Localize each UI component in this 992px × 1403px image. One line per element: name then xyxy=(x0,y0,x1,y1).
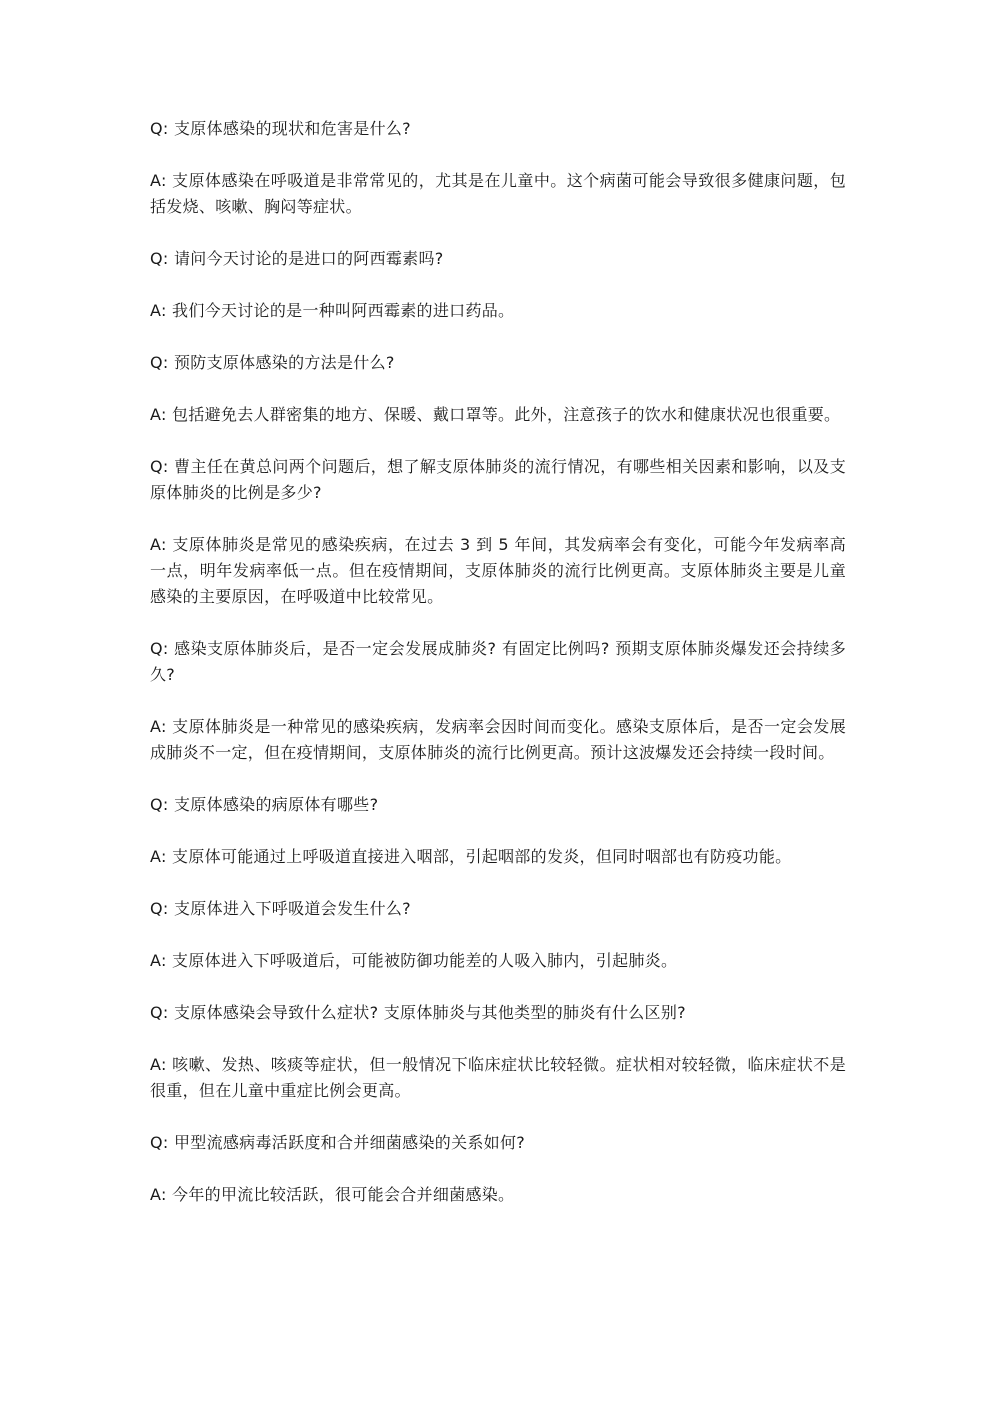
answer-5: A: 支原体肺炎是一种常见的感染疾病，发病率会因时间而变化。感染支原体后，是否一定会发展成肺炎不一定，但在疫情期间，支原体肺炎的流行比例更高。预计这波爆发还会持续一段时间。 xyxy=(150,717,846,762)
answer-4: A: 支原体肺炎是常见的感染疾病，在过去 3 到 5 年间，其发病率会有变化，可能今年发病率高一点，明年发病率低一点。但在疫情期间，支原体肺炎的流行比例更高。支原体肺炎主要是儿童感染的主要原因，在呼吸道中比较常见。 xyxy=(150,535,846,606)
answer-7: A: 支原体进入下呼吸道后，可能被防御功能差的人吸入肺内，引起肺炎。 xyxy=(150,951,678,970)
answer-8: A: 咳嗽、发热、咳痰等症状，但一般情况下临床症状比较轻微。症状相对较轻微，临床症状不是很重，但在儿童中重症比例会更高。 xyxy=(150,1055,846,1100)
question-4: Q: 曹主任在黄总问两个问题后，想了解支原体肺炎的流行情况，有哪些相关因素和影响，以及支原体肺炎的比例是多少? xyxy=(150,457,846,502)
question-3: Q: 预防支原体感染的方法是什么? xyxy=(150,353,395,372)
question-8: Q: 支原体感染会导致什么症状? 支原体肺炎与其他类型的肺炎有什么区别? xyxy=(150,1003,686,1022)
answer-3: A: 包括避免去人群密集的地方、保暖、戴口罩等。此外，注意孩子的饮水和健康状况也很重要。 xyxy=(150,405,841,424)
question-5: Q: 感染支原体肺炎后，是否一定会发展成肺炎? 有固定比例吗? 预期支原体肺炎爆发还会持续多久? xyxy=(150,639,846,684)
question-2: Q: 请问今天讨论的是进口的阿西霉素吗? xyxy=(150,249,444,268)
answer-1: A: 支原体感染在呼吸道是非常常见的，尤其是在儿童中。这个病菌可能会导致很多健康问题，包括发烧、咳嗽、胸闷等症状。 xyxy=(150,171,846,216)
question-7: Q: 支原体进入下呼吸道会发生什么? xyxy=(150,899,411,918)
answer-9: A: 今年的甲流比较活跃，很可能会合并细菌感染。 xyxy=(150,1185,515,1204)
answer-2: A: 我们今天讨论的是一种叫阿西霉素的进口药品。 xyxy=(150,301,515,320)
answer-6: A: 支原体可能通过上呼吸道直接进入咽部，引起咽部的发炎，但同时咽部也有防疫功能。 xyxy=(150,847,792,866)
question-6: Q: 支原体感染的病原体有哪些? xyxy=(150,795,379,814)
question-9: Q: 甲型流感病毒活跃度和合并细菌感染的关系如何? xyxy=(150,1133,526,1152)
document-body xyxy=(150,116,846,1234)
question-1: Q: 支原体感染的现状和危害是什么? xyxy=(150,119,411,138)
